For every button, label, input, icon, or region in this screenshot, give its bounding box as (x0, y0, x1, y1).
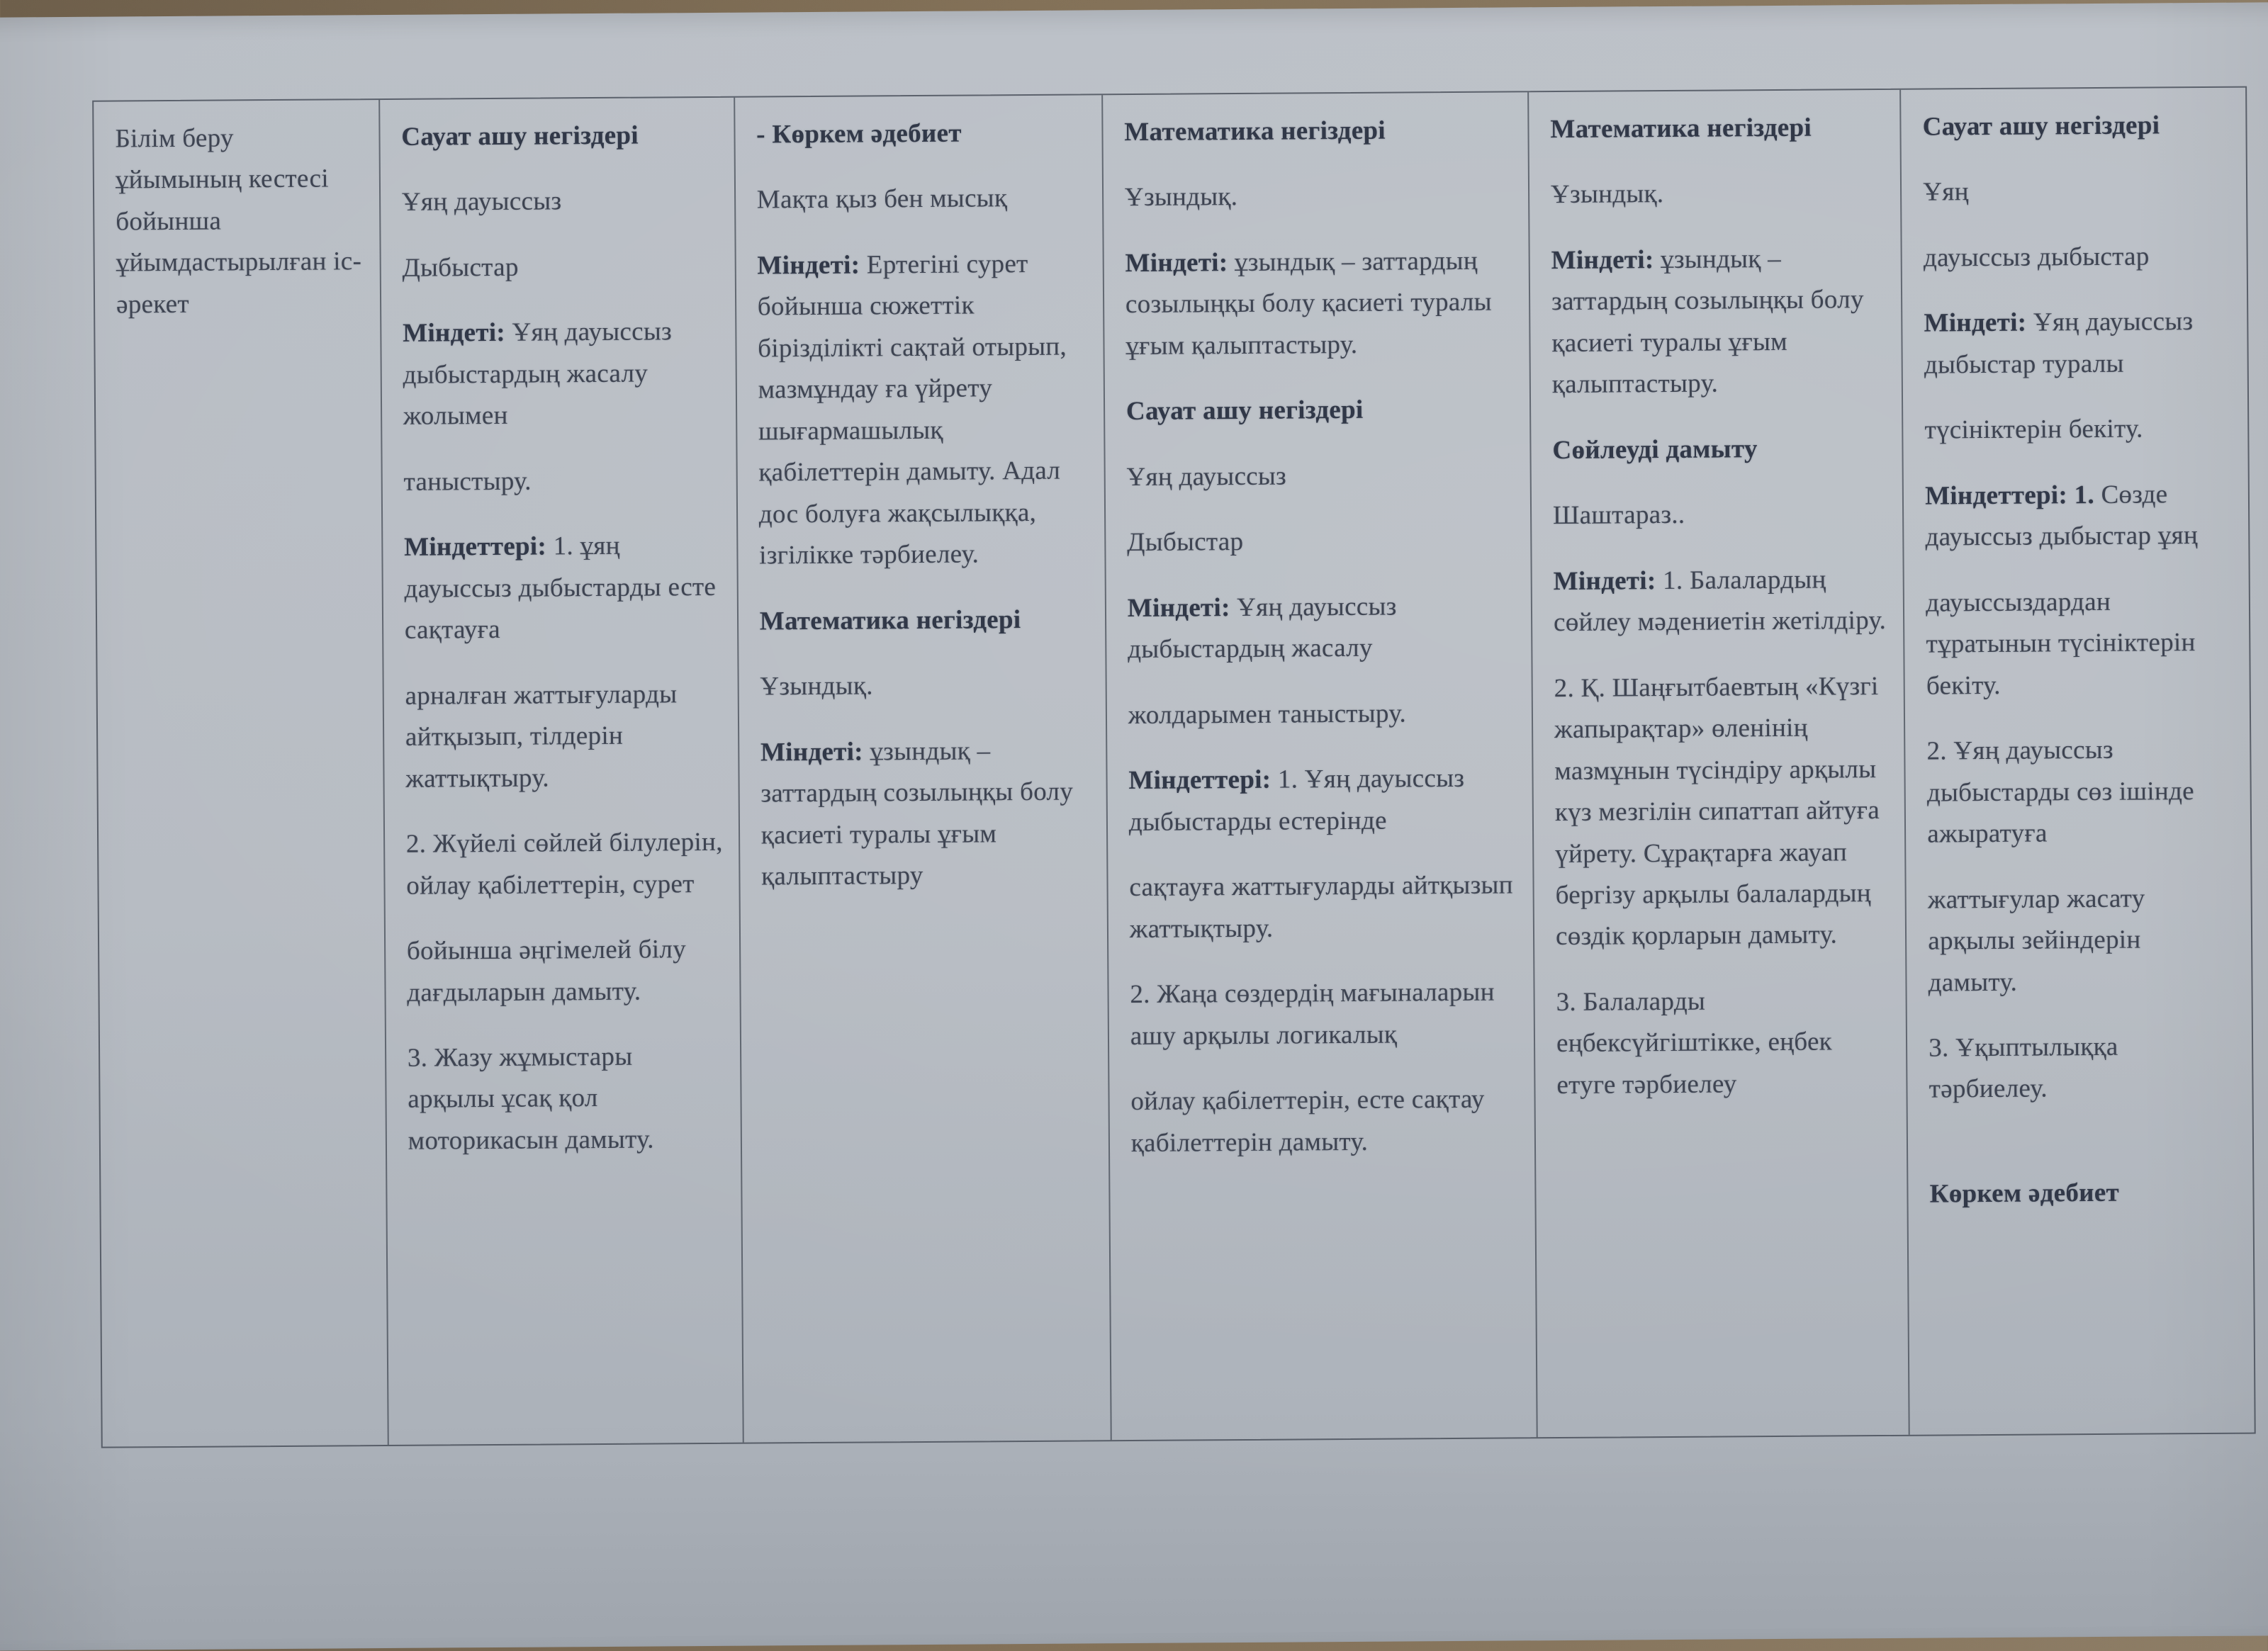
bold-label: Міндеттері: 1. (1924, 480, 2095, 511)
cell-paragraph: жаттығулар жасату арқылы зейіндерін дамыту. (1927, 884, 2145, 998)
table-column-sauat-ashu (380, 98, 744, 1445)
cell-paragraph: 2. Қ. Шаңғытбаевтың «Күзгі жапырақтар» өленінің мазмұнын түсіндіру арқылы күз мезгілін сипаттап айтуға үйрету. Сұрақтарға жауап бергізу арқылы балалардың сөздік қорларын дамыту. (1554, 671, 1880, 952)
cell-paragraph: Міндеті: Ұяң дауыссыз дыбыстардың жасалу (1127, 592, 1397, 665)
bold-label: Математика негіздері (1550, 113, 1812, 145)
bold-label: Міндеті: (1125, 248, 1228, 278)
cell-paragraph: таныстыру. (403, 466, 532, 497)
bold-label: Міндеті: (1551, 245, 1654, 276)
cell-paragraph: дауыссыз дыбыстар (1923, 242, 2150, 273)
cell-paragraph: Міндеті: 1. Балалардың сөйлеу мәдениетін жетілдіру. (1553, 565, 1887, 638)
bold-label: Міндеттері: (1128, 765, 1271, 796)
cell-paragraph: Міндеті: ұзындық – заттардың созылыңқы болу қасиеті туралы ұғым қалыптастыру (760, 736, 1074, 891)
bold-label: Математика негіздері (759, 604, 1021, 636)
bold-label: Міндеті: (1924, 308, 2027, 339)
paper-sheet (0, 2, 2268, 1651)
cell-paragraph (1929, 1171, 2237, 1215)
cell-paragraph: 2. Жаңа сөздердің мағыналарын ашу арқылы логикалық (1130, 977, 1495, 1051)
cell-paragraph: жолдарымен таныстыру. (1128, 699, 1407, 730)
bold-label: Сауат ашу негіздері (1922, 111, 2160, 142)
cell-paragraph: 3. Ұқыптылыққа тәрбиелеу. (1929, 1032, 2118, 1105)
bold-label: Сауат ашу негіздері (401, 120, 639, 152)
bold-label: Міндеттері: (404, 531, 547, 563)
cell-paragraph: Міндеті: Ұяң дауыссыз дыбыстар туралы (1924, 307, 2194, 380)
cell-paragraph (1124, 109, 1512, 153)
cell-paragraph: Міндеті: Ұяң дауыссыз дыбыстардың жасалу жолымен (403, 317, 673, 432)
cell-paragraph: бойынша әңгімелей білу дағдыларын дамыту. (406, 935, 687, 1008)
bold-label: Міндеті: (757, 250, 860, 281)
cell-paragraph: Ұзындық. (1124, 182, 1238, 213)
cell-paragraph: Міндеттері: 1. ұяң дауыссыз дыбыстарды есте сақтауға (404, 531, 717, 646)
table-column-sauat-ashu-2 (1901, 88, 2254, 1435)
cell-paragraph: 2. Жүйелі сөйлей білулерін, ойлау қабілеттерін, сурет (405, 827, 723, 901)
cell-paragraph (1126, 389, 1515, 433)
bold-label: Міндеті: (760, 737, 863, 767)
table-column-matematika-1 (1103, 92, 1538, 1440)
cell-paragraph (401, 115, 718, 158)
cell-paragraph (1552, 428, 1887, 472)
cell-paragraph: арналған жаттығуларды айтқызып, тілдерін жаттықтыру. (405, 679, 678, 794)
cell-paragraph: дауыссыздардан тұратынын түсініктерін бекіту. (1925, 587, 2196, 701)
cell-paragraph: Ұяң дауыссыз (401, 186, 562, 218)
cell-paragraph: Ұзындық. (1550, 179, 1664, 210)
cell-paragraph: Мақта қыз бен мысық (756, 184, 1008, 215)
cell-paragraph: Ұяң (1923, 177, 1969, 208)
cell-paragraph: түсініктерін бекіту. (1924, 414, 2143, 445)
cell-paragraph: ойлау қабілеттерін, есте сақтау қабілеттерін дамыту. (1130, 1084, 1485, 1158)
cell-paragraph (756, 112, 1087, 156)
cell-paragraph: Міндеті: ұзындық – заттардың созылыңқы болу қасиеті туралы ұғым қалыптастыру. (1125, 246, 1492, 361)
bold-label: Міндеті: (1127, 592, 1230, 623)
bold-label: Міндеті: (1553, 565, 1656, 596)
table-column-korkem-adebiet (735, 95, 1112, 1442)
bold-label: Міндеті: (403, 318, 506, 349)
bold-label: Сөйлеуді дамыту (1552, 434, 1758, 465)
cell-paragraph (760, 599, 1090, 643)
cell-paragraph: 3. Жазу жұмыстары арқылы ұсақ қол моторикасын дамыту. (407, 1042, 654, 1156)
cell-paragraph: Міндеті: Ертегіні сурет бойынша сюжеттік бірізділікті сақтай отырып, мазмұндау ға үйрету шығармашылық қабілеттерін дамыту. Адал дос болуға жақсылыққа, ізгілікке тәрбиелеу. (757, 249, 1067, 570)
cell-paragraph: Білім беру ұйымының кестесі бойынша ұйымдастырылған іс-әрекет (115, 123, 362, 320)
cell-paragraph: 3. Балаларды еңбексүйгіштікке, еңбек етуге тәрбиелеу (1556, 986, 1833, 1100)
bold-label: Сауат ашу негіздері (1125, 395, 1364, 427)
cell-paragraph (1550, 107, 1885, 151)
lesson-plan-table (92, 86, 2256, 1448)
cell-paragraph: Міндеттері: 1. Ұяң дауыссыз дыбыстарды естерінде (1128, 764, 1465, 837)
table-column-activity (94, 100, 388, 1447)
cell-paragraph: Шаштараз.. (1552, 500, 1685, 531)
table-column-matematika-2 (1529, 90, 1910, 1437)
cell-paragraph: 2. Ұяң дауыссыз дыбыстарды сөз ішінде ажыратуға (1926, 736, 2195, 849)
cell-paragraph: Ұзындық. (760, 671, 873, 701)
cell-paragraph: Міндеті: ұзындық – заттардың созылыңқы болу қасиеті туралы ұғым қалыптастыру. (1551, 244, 1864, 400)
cell-paragraph (1922, 105, 2230, 148)
bold-label: - Көркем әдебиет (756, 118, 962, 150)
cell-paragraph: Міндеттері: 1. Сөзде дауыссыз дыбыстар ұяң (1924, 480, 2199, 552)
cell-paragraph: сақтауға жаттығуларды айтқызып жаттықтыру. (1129, 870, 1513, 944)
cell-paragraph: Ұяң дауыссыз (1126, 461, 1287, 492)
bold-label: Математика негіздері (1124, 115, 1386, 147)
cell-paragraph: Дыбыстар (1127, 527, 1244, 558)
bold-label: Көркем әдебиет (1929, 1178, 2120, 1209)
cell-paragraph: Дыбыстар (402, 252, 519, 283)
